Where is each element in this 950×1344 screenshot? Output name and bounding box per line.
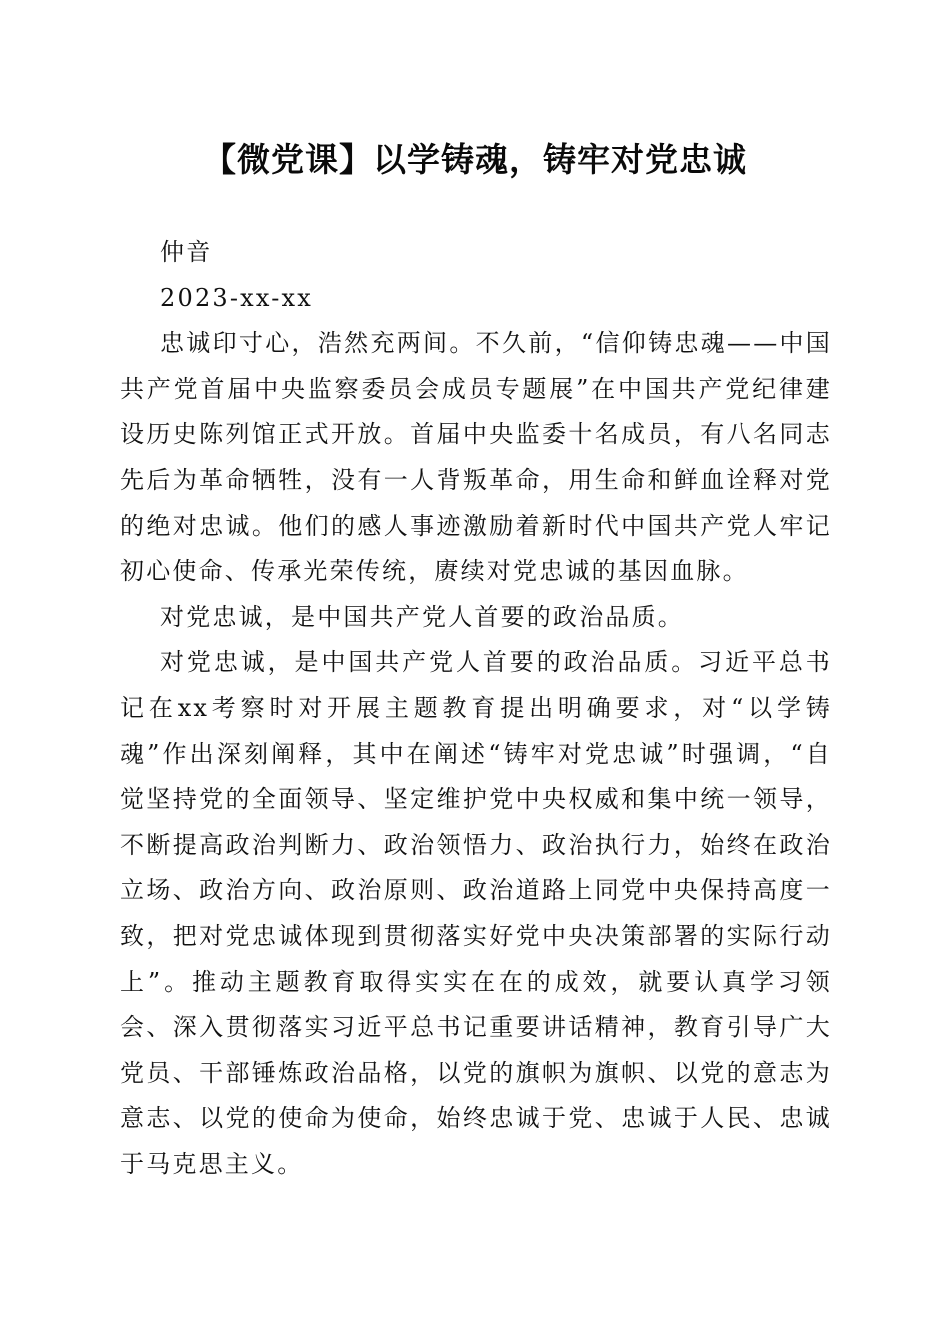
paragraph-1: 忠诚印寸心，浩然充两间。不久前，“信仰铸忠魂——中国共产党首届中央监察委员会成员专题展”在中国共产党纪律建设历史陈列馆正式开放。首届中央监委十名成员，有八名同志先后为革命牺牲，没有一人背叛革命，用生命和鲜血诠释对党的绝对忠诚。他们的感人事迹激励着新时代中国共产党人牢记初心使命、传承光荣传统，赓续对党忠诚的基因血脉。: [120, 329, 832, 586]
paragraph-2: 对党忠诚，是中国共产党人首要的政治品质。: [160, 602, 684, 631]
date-line: 2023-xx-xx: [160, 283, 314, 312]
document-body: [120, 230, 832, 1187]
document-title: 【微党课】以学铸魂，铸牢对党忠诚: [203, 140, 747, 179]
paragraph-3: 对党忠诚，是中国共产党人首要的政治品质。习近平总书记在xx考察时对开展主题教育提出明确要求，对“以学铸魂”作出深刻阐释，其中在阐述“铸牢对党忠诚”时强调，“自觉坚持党的全面领导、坚定维护党中央权威和集中统一领导，不断提高政治判断力、政治领悟力、政治执行力，始终在政治立场、政治方向、政治原则、政治道路上同党中央保持高度一致，把对党忠诚体现到贯彻落实好党中央决策部署的实际行动上”。推动主题教育取得实实在在的成效，就要认真学习领会、深入贯彻落实习近平总书记重要讲话精神，教育引导广大党员、干部锤炼政治品格，以党的旗帜为旗帜、以党的意志为意志、以党的使命为使命，始终忠诚于党、忠诚于人民、忠诚于马克思主义。: [120, 648, 832, 1178]
author-line: 仲音: [160, 238, 213, 266]
